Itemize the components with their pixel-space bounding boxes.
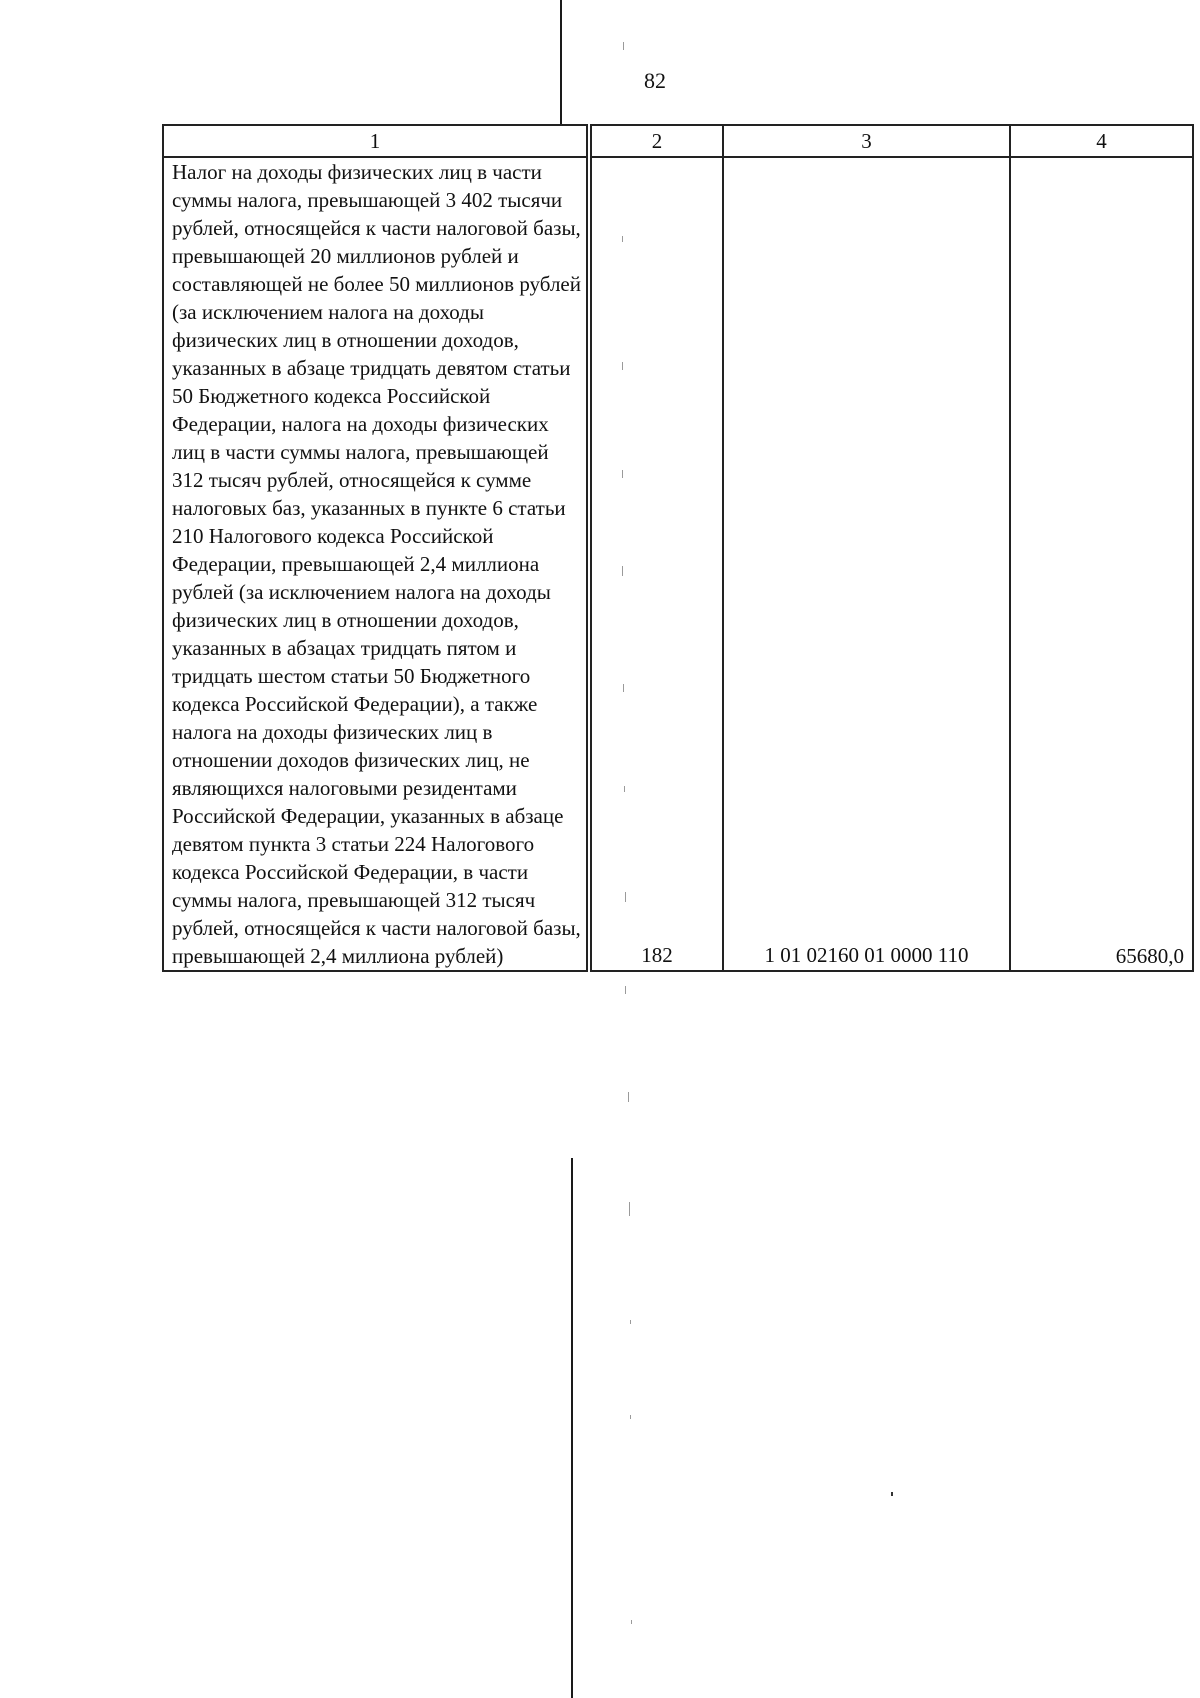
fold-line-top [560, 0, 562, 124]
scan-speck [630, 1415, 631, 1419]
revenue-name-cell: Налог на доходы физических лиц в части суммы налога, превышающей 3 402 тысячи рублей, относящейся к части налоговой базы, превышающей 20 миллионов рублей и составляющей не более 50 миллионов рублей (за исключением налога на доходы физических лиц в отношении доходов, указанных в абзаце тридцать девятом статьи 50 Бюджетного кодекса Российской Федерации, налога на доходы физических лиц в части суммы налога, превышающей 312 тысяч рублей, относящейся к сумме налоговых баз, указанных в пункте 6 статьи 210 Налогового кодекса Российской Федерации, превышающей 2,4 миллиона рублей (за исключением налога на доходы физических лиц в отношении доходов, указанных в абзацах тридцать пятом и тридцать шестом статьи 50 Бюджетного кодекса Российской Федерации), а также налога на доходы физических лиц в отношении доходов физических лиц, не являющихся налоговыми резидентами Российской Федерации, указанных в абзаце девятом пункта 3 статьи 224 Налогового кодекса Российской Федерации, в части суммы налога, превышающей 312 тысяч рублей, относящейся к части налоговой базы, превышающей 2,4 миллиона рублей) [163, 157, 589, 971]
scan-speck [625, 892, 626, 902]
scan-speck [622, 362, 623, 370]
page-number: 82 [644, 68, 666, 93]
scan-speck [630, 1320, 631, 1324]
scan-speck [631, 1620, 632, 1624]
scan-speck [623, 42, 624, 50]
scan-speck [891, 1492, 893, 1496]
scan-speck [622, 470, 623, 478]
fold-line-bottom [571, 1158, 573, 1698]
scan-speck [622, 236, 623, 242]
scan-speck [622, 566, 623, 576]
budget-revenue-table [162, 124, 1194, 972]
column-header-2: 2 [589, 125, 723, 157]
table-header-row [163, 125, 1193, 157]
scan-speck [625, 986, 626, 994]
column-header-3: 3 [723, 125, 1010, 157]
amount-cell: 65680,0 [1010, 157, 1193, 971]
column-header-1: 1 [163, 125, 589, 157]
scan-speck [629, 1202, 630, 1216]
table-row [163, 157, 1193, 971]
scan-speck [623, 684, 624, 692]
scan-speck [628, 1092, 629, 1102]
budget-classification-code-cell: 1 01 02160 01 0000 110 [723, 157, 1010, 971]
column-header-4: 4 [1010, 125, 1193, 157]
administrator-code-cell: 182 [589, 157, 723, 971]
scan-speck [624, 786, 625, 792]
